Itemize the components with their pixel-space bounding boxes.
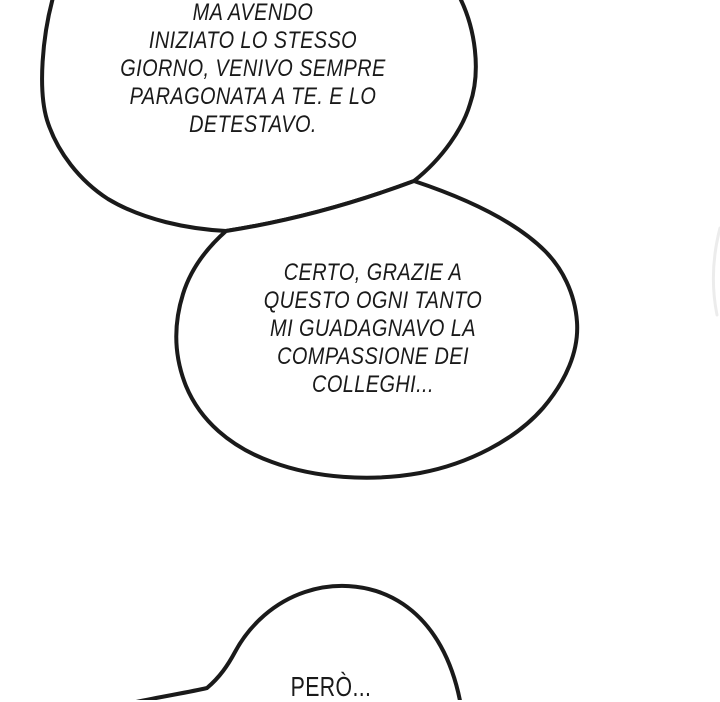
speech-line: COMPASSIONE DEI (277, 343, 469, 370)
speech-bubble-middle-text (240, 259, 506, 399)
speech-line: PERÒ... (290, 671, 372, 702)
speech-line: INIZIATO LO STESSO (148, 27, 358, 54)
speech-line: GIORNO, VENIVO SEMPRE (120, 55, 386, 82)
speech-line: MI GUADAGNAVO LA (270, 315, 476, 342)
speech-line: CERTO, GRAZIE A (283, 259, 463, 286)
partial-bubble-right-edge (713, 228, 720, 315)
speech-line: COLLEGHI... (312, 371, 434, 398)
speech-line: QUESTO OGNI TANTO (263, 287, 483, 314)
speech-line: MA AVENDO (192, 0, 314, 26)
speech-bubble-top-text (120, 0, 386, 139)
speech-line: DETESTAVO. (189, 111, 317, 138)
speech-bubble-bottom-text (255, 672, 407, 702)
speech-line: PARAGONATA A TE. E LO (129, 83, 377, 110)
